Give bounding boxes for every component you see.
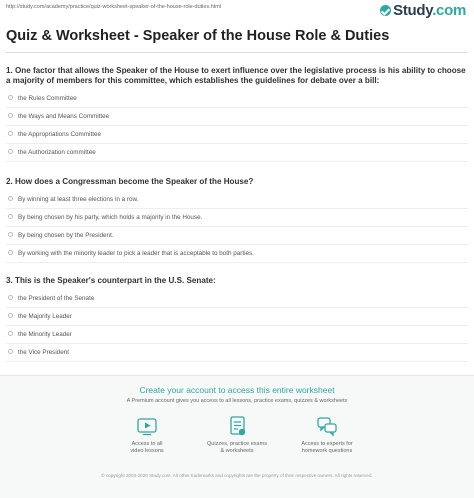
- page-url: http://study.com/academy/practice/quiz-worksheet-speaker-of-the-house-role-duties.html: [6, 4, 222, 10]
- quiz-icon: [226, 415, 248, 437]
- promo-subtitle: A Premium account gives you access to all lessons, practice exams, quizzes & worksheets: [126, 398, 348, 404]
- answer-option[interactable]: [6, 90, 468, 108]
- answer-option[interactable]: [6, 126, 468, 144]
- premium-promo: [0, 375, 474, 498]
- study-logo[interactable]: [380, 2, 466, 18]
- answer-option[interactable]: [6, 144, 468, 162]
- option-label: the Vice President: [18, 349, 69, 356]
- feature-label: Access to experts for homework questions: [301, 441, 353, 454]
- radio-icon[interactable]: [8, 196, 13, 201]
- option-label: the Minority Leader: [18, 331, 72, 338]
- option-label: By being chosen by the President.: [18, 232, 114, 239]
- radio-icon[interactable]: [8, 113, 13, 118]
- question-text: 1. One factor that allows the Speaker of the House to exert influence over the legislative process is his ability to choose a majority of members for this committee, which establishes the guidelines for debate over a bill:: [6, 66, 466, 85]
- option-label: By working with the minority leader to pick a leader that is acceptable to both parties.: [18, 250, 254, 257]
- option-label: the Rules Committee: [18, 95, 77, 102]
- title-divider: [6, 52, 468, 53]
- feature-video-lessons: [102, 415, 192, 455]
- question-2: [6, 177, 468, 263]
- radio-icon[interactable]: [8, 313, 13, 318]
- answer-option[interactable]: [6, 344, 468, 362]
- radio-icon[interactable]: [8, 331, 13, 336]
- answer-option[interactable]: [6, 227, 468, 245]
- top-bar: [0, 0, 474, 22]
- feature-label: Access to all video lessons: [130, 441, 164, 454]
- radio-icon[interactable]: [8, 95, 13, 100]
- option-label: the Appropriations Committee: [18, 131, 101, 138]
- answer-option[interactable]: [6, 108, 468, 126]
- radio-icon[interactable]: [8, 232, 13, 237]
- question-1: [6, 66, 468, 162]
- answer-option[interactable]: [6, 326, 468, 344]
- radio-icon[interactable]: [8, 250, 13, 255]
- answer-option[interactable]: [6, 245, 468, 263]
- radio-icon[interactable]: [8, 349, 13, 354]
- option-label: By winning at least three elections in a row.: [18, 196, 139, 203]
- answer-option[interactable]: [6, 308, 468, 326]
- radio-icon[interactable]: [8, 149, 13, 154]
- answer-option[interactable]: [6, 209, 468, 227]
- radio-icon[interactable]: [8, 214, 13, 219]
- option-label: the Majority Leader: [18, 313, 72, 320]
- radio-icon[interactable]: [8, 295, 13, 300]
- checkmark-logo-icon: [380, 5, 391, 16]
- video-icon: [136, 415, 158, 437]
- question-text: 2. How does a Congressman become the Speaker of the House?: [6, 177, 254, 186]
- logo-text: Study: [393, 1, 433, 19]
- page-title: Quiz & Worksheet - Speaker of the House Role & Duties: [6, 28, 390, 44]
- answer-option[interactable]: [6, 290, 468, 308]
- option-label: the Ways and Means Committee: [18, 113, 110, 120]
- option-label: the President of the Senate: [18, 295, 95, 302]
- question-3: [6, 276, 468, 362]
- copyright-notice: © copyright 2003-2020 Study.com. All other trademarks and copyrights are the property of their respective owners. All rights reserved.: [101, 473, 373, 478]
- logo-suffix: .com: [432, 1, 466, 19]
- answer-option[interactable]: [6, 191, 468, 209]
- feature-experts: [282, 415, 372, 455]
- radio-icon[interactable]: [8, 131, 13, 136]
- promo-title[interactable]: Create your account to access this entire worksheet: [139, 385, 335, 395]
- feature-quizzes: [192, 415, 282, 455]
- feature-label: Quizzes, practice exams & worksheets: [207, 441, 267, 454]
- option-label: the Authorization committee: [18, 149, 96, 156]
- question-text: 3. This is the Speaker's counterpart in the U.S. Senate:: [6, 276, 216, 285]
- option-label: By being chosen by his party, which holds a majority in the House.: [18, 214, 203, 221]
- expert-chat-icon: [316, 415, 338, 437]
